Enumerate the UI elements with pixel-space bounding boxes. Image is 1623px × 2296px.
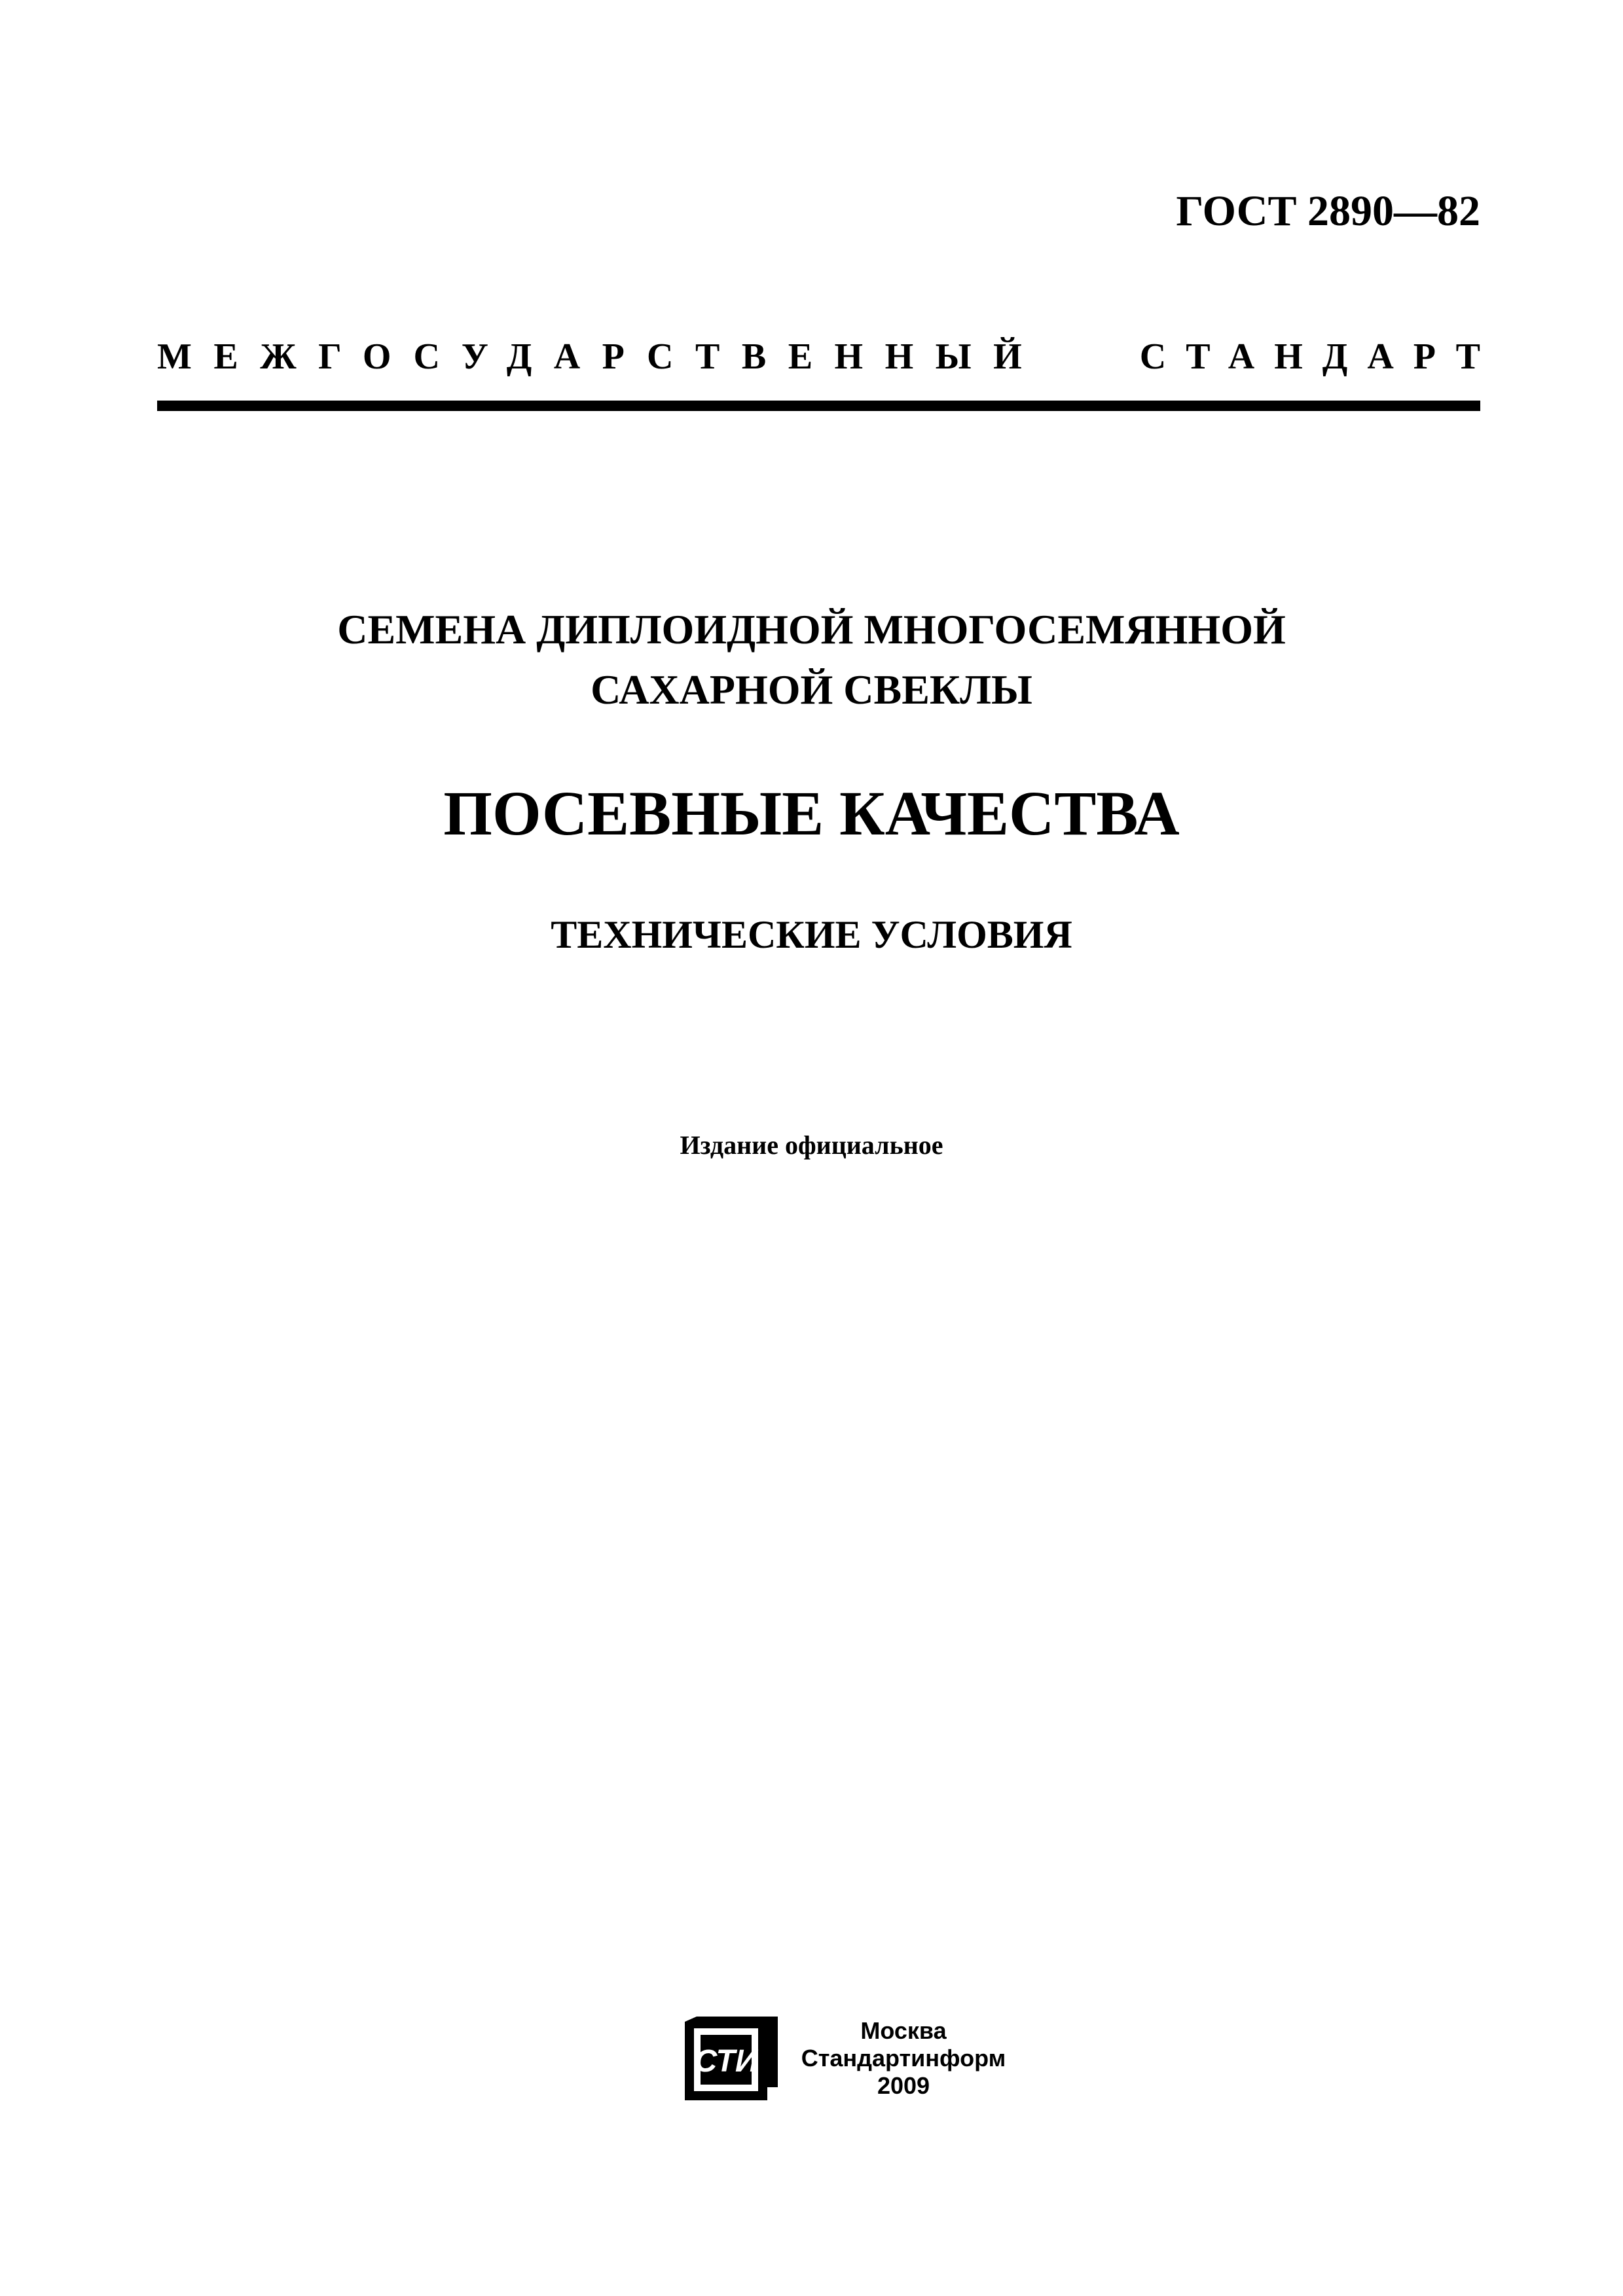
document-title-line-1: СЕМЕНА ДИПЛОИДНОЙ МНОГОСЕМЯННОЙ — [337, 606, 1286, 653]
publisher-name: Стандартинформ — [801, 2045, 1006, 2072]
document-subsubtitle: ТЕХНИЧЕСКИЕ УСЛОВИЯ — [551, 913, 1072, 956]
publication-year: 2009 — [877, 2072, 930, 2099]
standartinform-logo-icon — [681, 2013, 782, 2104]
edition-note: Издание официальное — [680, 1130, 943, 1160]
publisher-imprint — [786, 2017, 1021, 2100]
document-title-line-2: САХАРНОЙ СВЕКЛЫ — [591, 666, 1032, 713]
publisher-city: Москва — [860, 2017, 947, 2044]
category-word-interstate: МЕЖГОСУДАРСТВЕННЫЙ — [157, 336, 1044, 377]
standard-category-label — [157, 334, 1500, 380]
document-subtitle: ПОСЕВНЫЕ КАЧЕСТВА — [443, 778, 1180, 848]
standard-designation: ГОСТ 2890—82 — [1176, 187, 1480, 235]
category-word-standard: СТАНДАРТ — [1139, 336, 1500, 377]
logo-letters: СТИ — [694, 2044, 758, 2079]
header-divider — [157, 401, 1480, 411]
